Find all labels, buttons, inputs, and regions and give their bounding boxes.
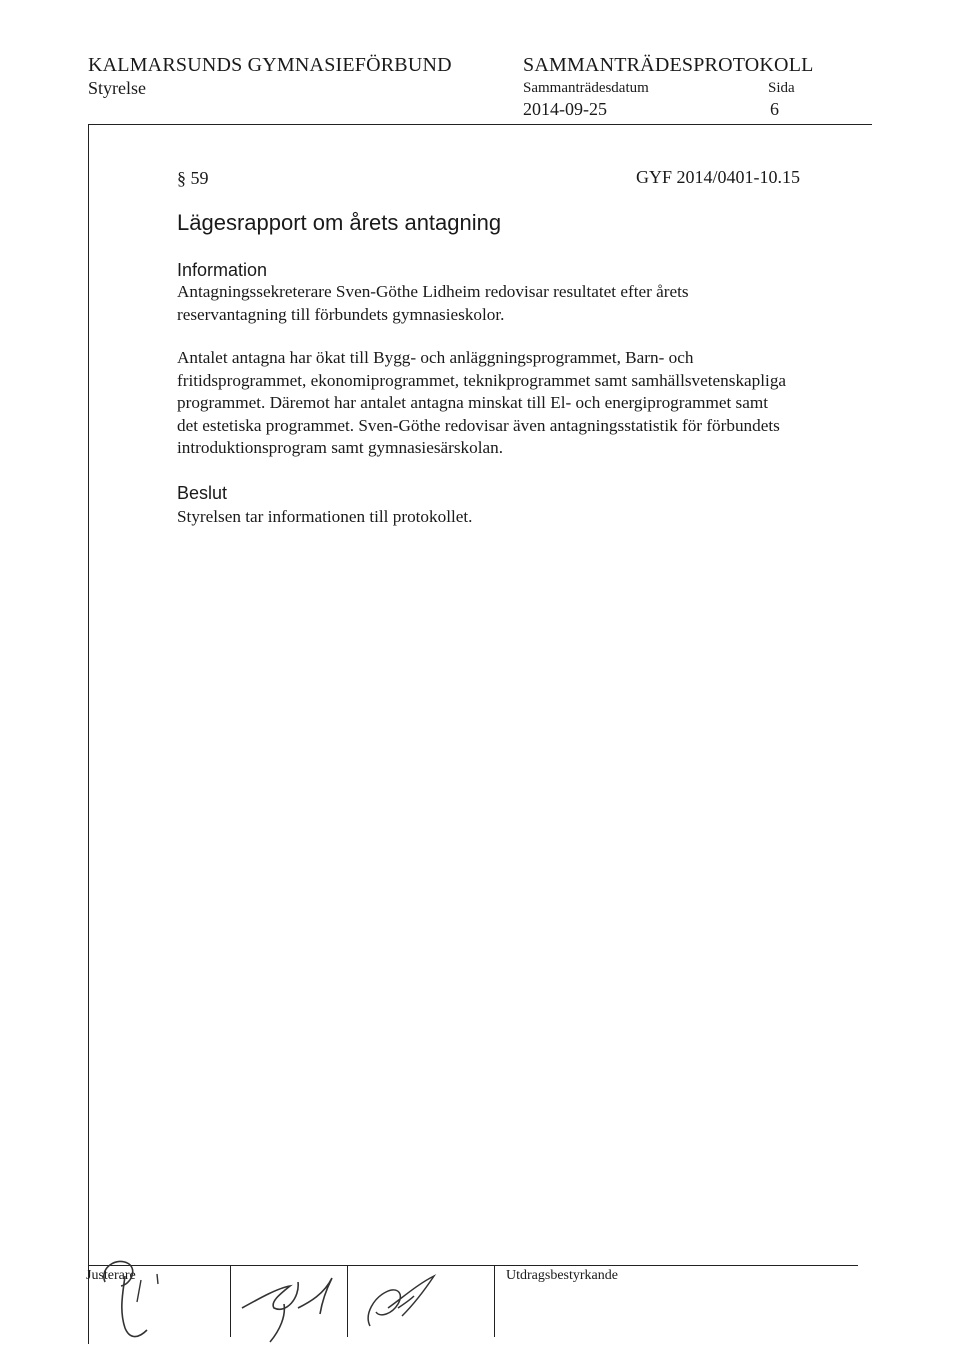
extract-certification-label: Utdragsbestyrkande: [506, 1268, 618, 1283]
text-line: reservantagning till förbundets gymnasieskolor.: [177, 304, 505, 324]
information-paragraph: [177, 281, 689, 326]
header-rule: [88, 124, 872, 125]
footer-divider: [494, 1265, 495, 1337]
footer-rule: [88, 1265, 858, 1266]
handwritten-signature: [358, 1268, 448, 1338]
section-title: Lägesrapport om årets antagning: [177, 210, 502, 235]
organization-name: KALMARSUNDS GYMNASIEFÖRBUND: [88, 54, 452, 76]
organization-body: Styrelse: [88, 78, 146, 98]
handwritten-signature: [95, 1250, 165, 1350]
page-label: Sida: [768, 80, 795, 96]
text-line: Antagningssekreterare Sven-Göthe Lidheim redovisar resultatet efter årets: [177, 282, 689, 301]
left-margin-rule: [88, 124, 89, 1344]
text-line: introduktionsprogram samt gymnasiesärskolan.: [177, 438, 504, 457]
text-line: det estetiska programmet. Sven-Göthe redovisar även antagningsstatistik för förbundets: [177, 415, 780, 435]
text-line: programmet. Däremot har antalet antagna minskat till El- och energiprogrammet samt: [177, 393, 769, 412]
adjusters-label: Justerare: [86, 1268, 136, 1283]
information-paragraph: [177, 347, 786, 460]
footer-divider: [347, 1265, 348, 1337]
document-type: SAMMANTRÄDESPROTOKOLL: [523, 54, 814, 76]
decision-heading: Beslut: [177, 483, 228, 503]
meeting-date-label: Sammanträdesdatum: [523, 80, 649, 96]
footer-divider: [230, 1265, 231, 1337]
decision-text: Styrelsen tar informationen till protokollet.: [177, 507, 473, 526]
information-heading: Information: [177, 260, 268, 280]
page-number: 6: [770, 99, 779, 119]
text-line: Antalet antagna har ökat till Bygg- och anläggningsprogrammet, Barn- och: [177, 348, 694, 367]
case-number: GYF 2014/0401-10.15: [636, 167, 801, 187]
text-line: fritidsprogrammet, ekonomiprogrammet, teknikprogrammet samt samhällsvetenskapliga: [177, 370, 787, 390]
paragraph-number: § 59: [177, 168, 209, 188]
meeting-date: 2014-09-25: [523, 99, 607, 119]
handwritten-signature: [240, 1268, 340, 1348]
